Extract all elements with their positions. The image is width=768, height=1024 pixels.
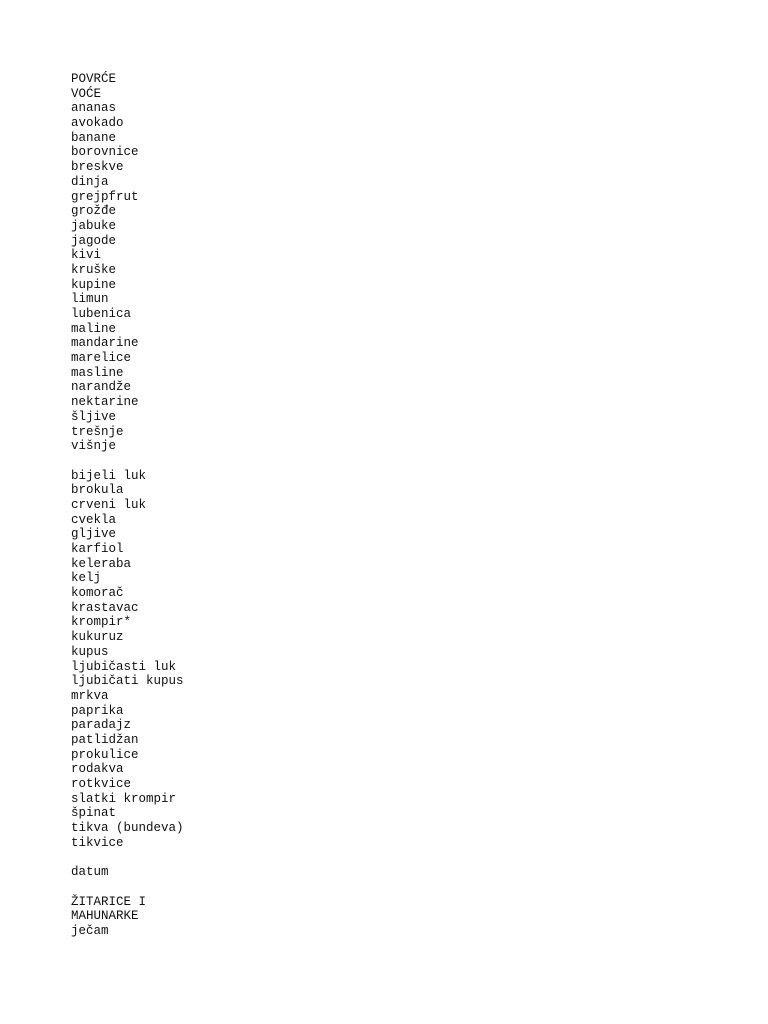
- list-item: kupine: [71, 277, 117, 292]
- list-item: kivi: [71, 248, 102, 263]
- list-item: narandže: [71, 380, 132, 395]
- list-item: breskve: [71, 160, 124, 175]
- list-item: borovnice: [71, 145, 139, 160]
- list-item: rotkvice: [71, 777, 132, 791]
- document-text: [71, 72, 184, 939]
- heading-fruits: VOĆE: [71, 86, 102, 101]
- list-item: slatki krompir: [71, 791, 177, 806]
- list-item: ljubičasti luk: [71, 659, 177, 674]
- list-item: banane: [71, 130, 117, 145]
- list-item: prokulice: [71, 747, 139, 762]
- date-label: datum: [71, 865, 109, 880]
- list-item: ječam: [71, 923, 109, 938]
- list-item: brokula: [71, 483, 124, 498]
- vegetable-list: [71, 469, 184, 851]
- list-item: grožđe: [71, 204, 117, 219]
- list-item: mandarine: [71, 336, 139, 351]
- list-item: kupus: [71, 644, 109, 659]
- list-item: kukuruz: [71, 630, 124, 645]
- list-item: paprika: [71, 703, 124, 718]
- list-item: špinat: [71, 806, 117, 821]
- list-item: lubenica: [71, 307, 132, 321]
- list-item: gljive: [71, 527, 117, 542]
- heading-vegetables: POVRĆE: [71, 72, 117, 86]
- list-item: maline: [71, 321, 117, 336]
- spacer: [71, 454, 184, 469]
- list-item: mrkva: [71, 688, 109, 703]
- list-item: karfiol: [71, 542, 124, 556]
- list-item: krompir*: [71, 615, 132, 630]
- list-item: nektarine: [71, 395, 139, 410]
- list-item: paradajz: [71, 718, 132, 733]
- list-item: krastavac: [71, 600, 139, 615]
- list-item: keleraba: [71, 556, 132, 571]
- list-item: trešnje: [71, 424, 124, 439]
- list-item: jagode: [71, 233, 117, 248]
- list-item: ljubičati kupus: [71, 674, 184, 689]
- list-item: ananas: [71, 101, 117, 116]
- list-item: limun: [71, 292, 109, 307]
- grain-list: [71, 924, 184, 939]
- list-item: tikva (bundeva): [71, 821, 184, 836]
- heading-grains-line2: MAHUNARKE: [71, 909, 139, 924]
- list-item: cvekla: [71, 512, 117, 527]
- list-item: tikvice: [71, 835, 124, 850]
- spacer: [71, 880, 184, 895]
- list-item: masline: [71, 365, 124, 380]
- fruit-list: [71, 101, 184, 454]
- list-item: kelj: [71, 571, 102, 586]
- list-item: crveni luk: [71, 497, 147, 512]
- list-item: jabuke: [71, 218, 117, 233]
- list-item: avokado: [71, 116, 124, 131]
- list-item: bijeli luk: [71, 468, 147, 483]
- heading-grains-line1: ŽITARICE I: [71, 894, 147, 909]
- list-item: grejpfrut: [71, 189, 139, 204]
- list-item: marelice: [71, 351, 132, 366]
- spacer: [71, 850, 184, 865]
- list-item: rodakva: [71, 762, 124, 777]
- list-item: komorač: [71, 586, 124, 601]
- list-item: patlidžan: [71, 732, 139, 747]
- list-item: kruške: [71, 262, 117, 277]
- list-item: dinja: [71, 174, 109, 189]
- list-item: šljive: [71, 409, 117, 424]
- list-item: višnje: [71, 439, 117, 454]
